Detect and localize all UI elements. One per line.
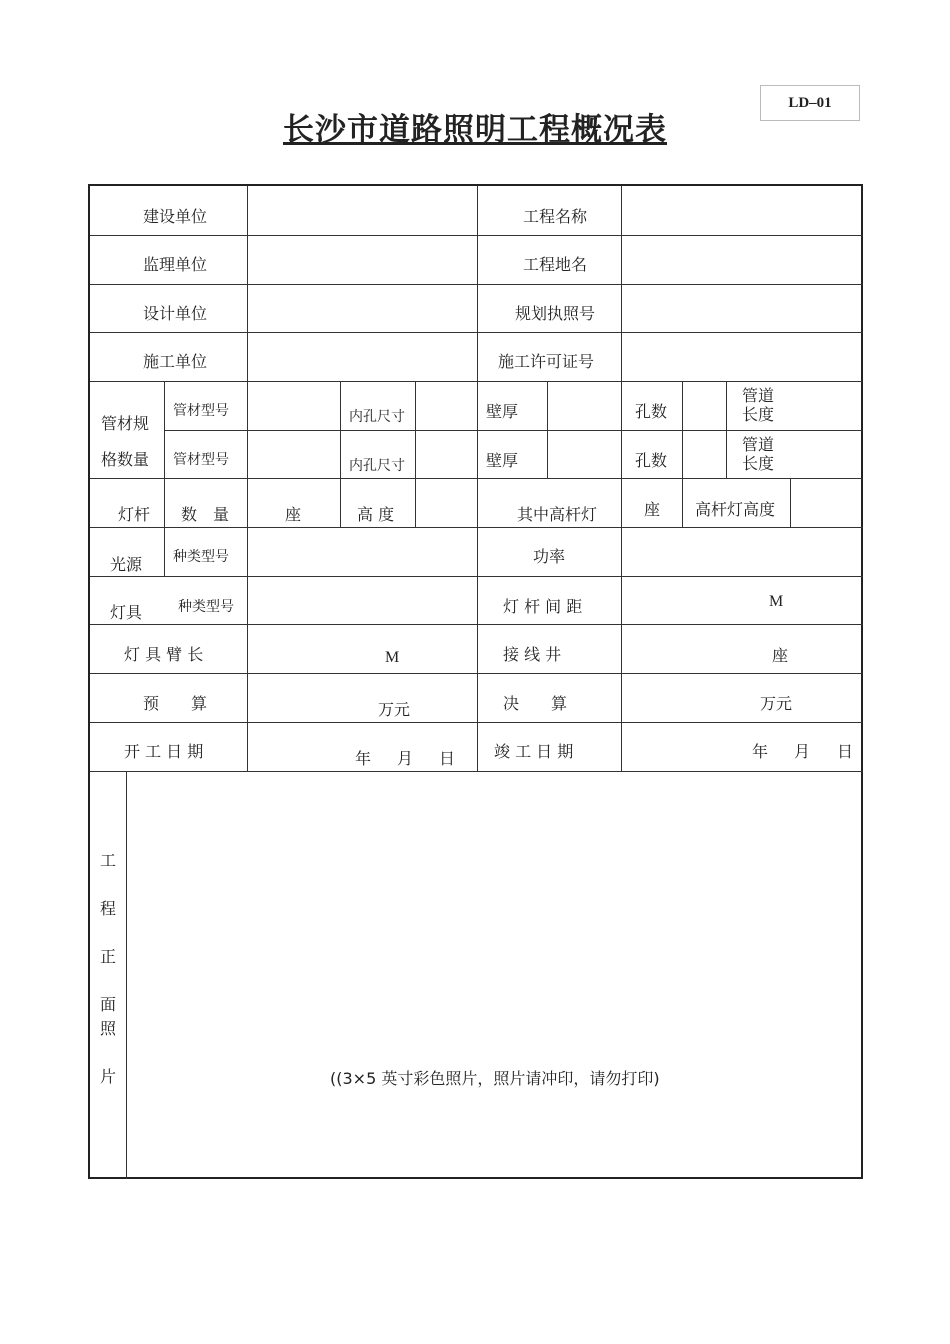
- label-build-unit: 建设单位: [143, 207, 208, 226]
- col-line: [477, 186, 478, 381]
- col-line: [547, 381, 548, 478]
- col-line: [790, 478, 791, 527]
- form-code: LD–01: [760, 85, 860, 121]
- label-pipe-model: 管材型号: [173, 403, 229, 419]
- start-month: 月: [397, 749, 414, 768]
- label-high-mast: 其中高杆灯: [517, 505, 598, 524]
- label-pole-quantity: 数 量: [181, 505, 230, 524]
- label-light-source-type: 种类型号: [173, 549, 229, 565]
- label-pole-spacing: 灯 杆 间 距: [503, 597, 583, 616]
- col-line: [682, 381, 683, 527]
- col-line: [415, 381, 416, 527]
- unit-arm-m: M: [385, 649, 400, 666]
- photo-label-char: 程: [100, 899, 117, 918]
- label-arm-length: 灯 具 臂 长: [124, 645, 204, 664]
- unit-budget: 万元: [378, 700, 411, 719]
- photo-label-char: 片: [100, 1067, 117, 1086]
- unit-final-account: 万元: [760, 694, 793, 713]
- label-pipe-model: 管材型号: [173, 452, 229, 468]
- end-day: 日: [837, 742, 854, 761]
- col-line: [247, 381, 248, 771]
- end-month: 月: [794, 742, 811, 761]
- label-pipe-length-2: 长度: [742, 454, 775, 473]
- label-holes: 孔数: [635, 402, 668, 421]
- unit-high-mast-zuo: 座: [644, 500, 661, 519]
- end-year: 年: [752, 742, 769, 761]
- unit-pole-zuo: 座: [285, 505, 302, 524]
- label-pipe-group-2: 格数量: [101, 450, 150, 469]
- label-inner-size: 内孔尺寸: [349, 409, 405, 425]
- col-line: [247, 186, 248, 381]
- unit-junction-zuo: 座: [772, 646, 789, 665]
- start-year: 年: [355, 749, 372, 768]
- label-high-mast-height: 高杆灯高度: [695, 500, 776, 519]
- photo-note: ((3×5 英寸彩色照片，照片请冲印，请勿打印): [330, 1069, 660, 1088]
- label-completion-date: 竣 工 日 期: [494, 742, 574, 761]
- label-start-date: 开 工 日 期: [124, 742, 204, 761]
- col-line: [726, 381, 727, 478]
- label-design-unit: 设计单位: [143, 304, 208, 323]
- label-pole: 灯杆: [118, 505, 151, 524]
- row-line: [90, 771, 863, 772]
- photo-label-char: 面: [100, 995, 117, 1014]
- label-pipe-length-1: 管道: [742, 435, 775, 454]
- label-pole-height: 高 度: [357, 505, 395, 524]
- label-fixture-type: 种类型号: [178, 599, 234, 615]
- photo-label-char: 正: [100, 947, 117, 966]
- label-construct-permit: 施工许可证号: [498, 352, 595, 371]
- start-day: 日: [439, 749, 456, 768]
- label-budget: 预 算: [143, 694, 208, 713]
- label-construct-unit: 施工单位: [143, 352, 208, 371]
- label-project-location: 工程地名: [523, 255, 588, 274]
- label-pipe-length-2: 长度: [742, 405, 775, 424]
- label-fixture: 灯具: [110, 603, 143, 622]
- label-junction-well: 接 线 井: [503, 645, 562, 664]
- col-line: [164, 381, 165, 576]
- row-line: [164, 430, 863, 431]
- label-pipe-length-1: 管道: [742, 386, 775, 405]
- col-line: [477, 381, 478, 771]
- label-final-account: 决 算: [503, 694, 568, 713]
- photo-label-char: 照: [100, 1019, 117, 1038]
- label-holes: 孔数: [635, 451, 668, 470]
- page-title: 长沙市道路照明工程概况表: [283, 112, 667, 148]
- overview-form: [88, 184, 863, 1179]
- label-supervise-unit: 监理单位: [143, 255, 208, 274]
- label-inner-size: 内孔尺寸: [349, 458, 405, 474]
- label-wall: 壁厚: [486, 451, 519, 470]
- label-pipe-group-1: 管材规: [101, 414, 150, 433]
- label-power: 功率: [533, 547, 566, 566]
- label-light-source: 光源: [110, 555, 143, 574]
- photo-label-char: 工: [100, 851, 117, 870]
- label-plan-permit: 规划执照号: [515, 304, 596, 323]
- col-line: [126, 771, 127, 1179]
- label-project-name: 工程名称: [523, 207, 588, 226]
- label-wall: 壁厚: [486, 402, 519, 421]
- unit-spacing-m: M: [769, 593, 784, 610]
- col-line: [621, 186, 622, 771]
- col-line: [340, 381, 341, 527]
